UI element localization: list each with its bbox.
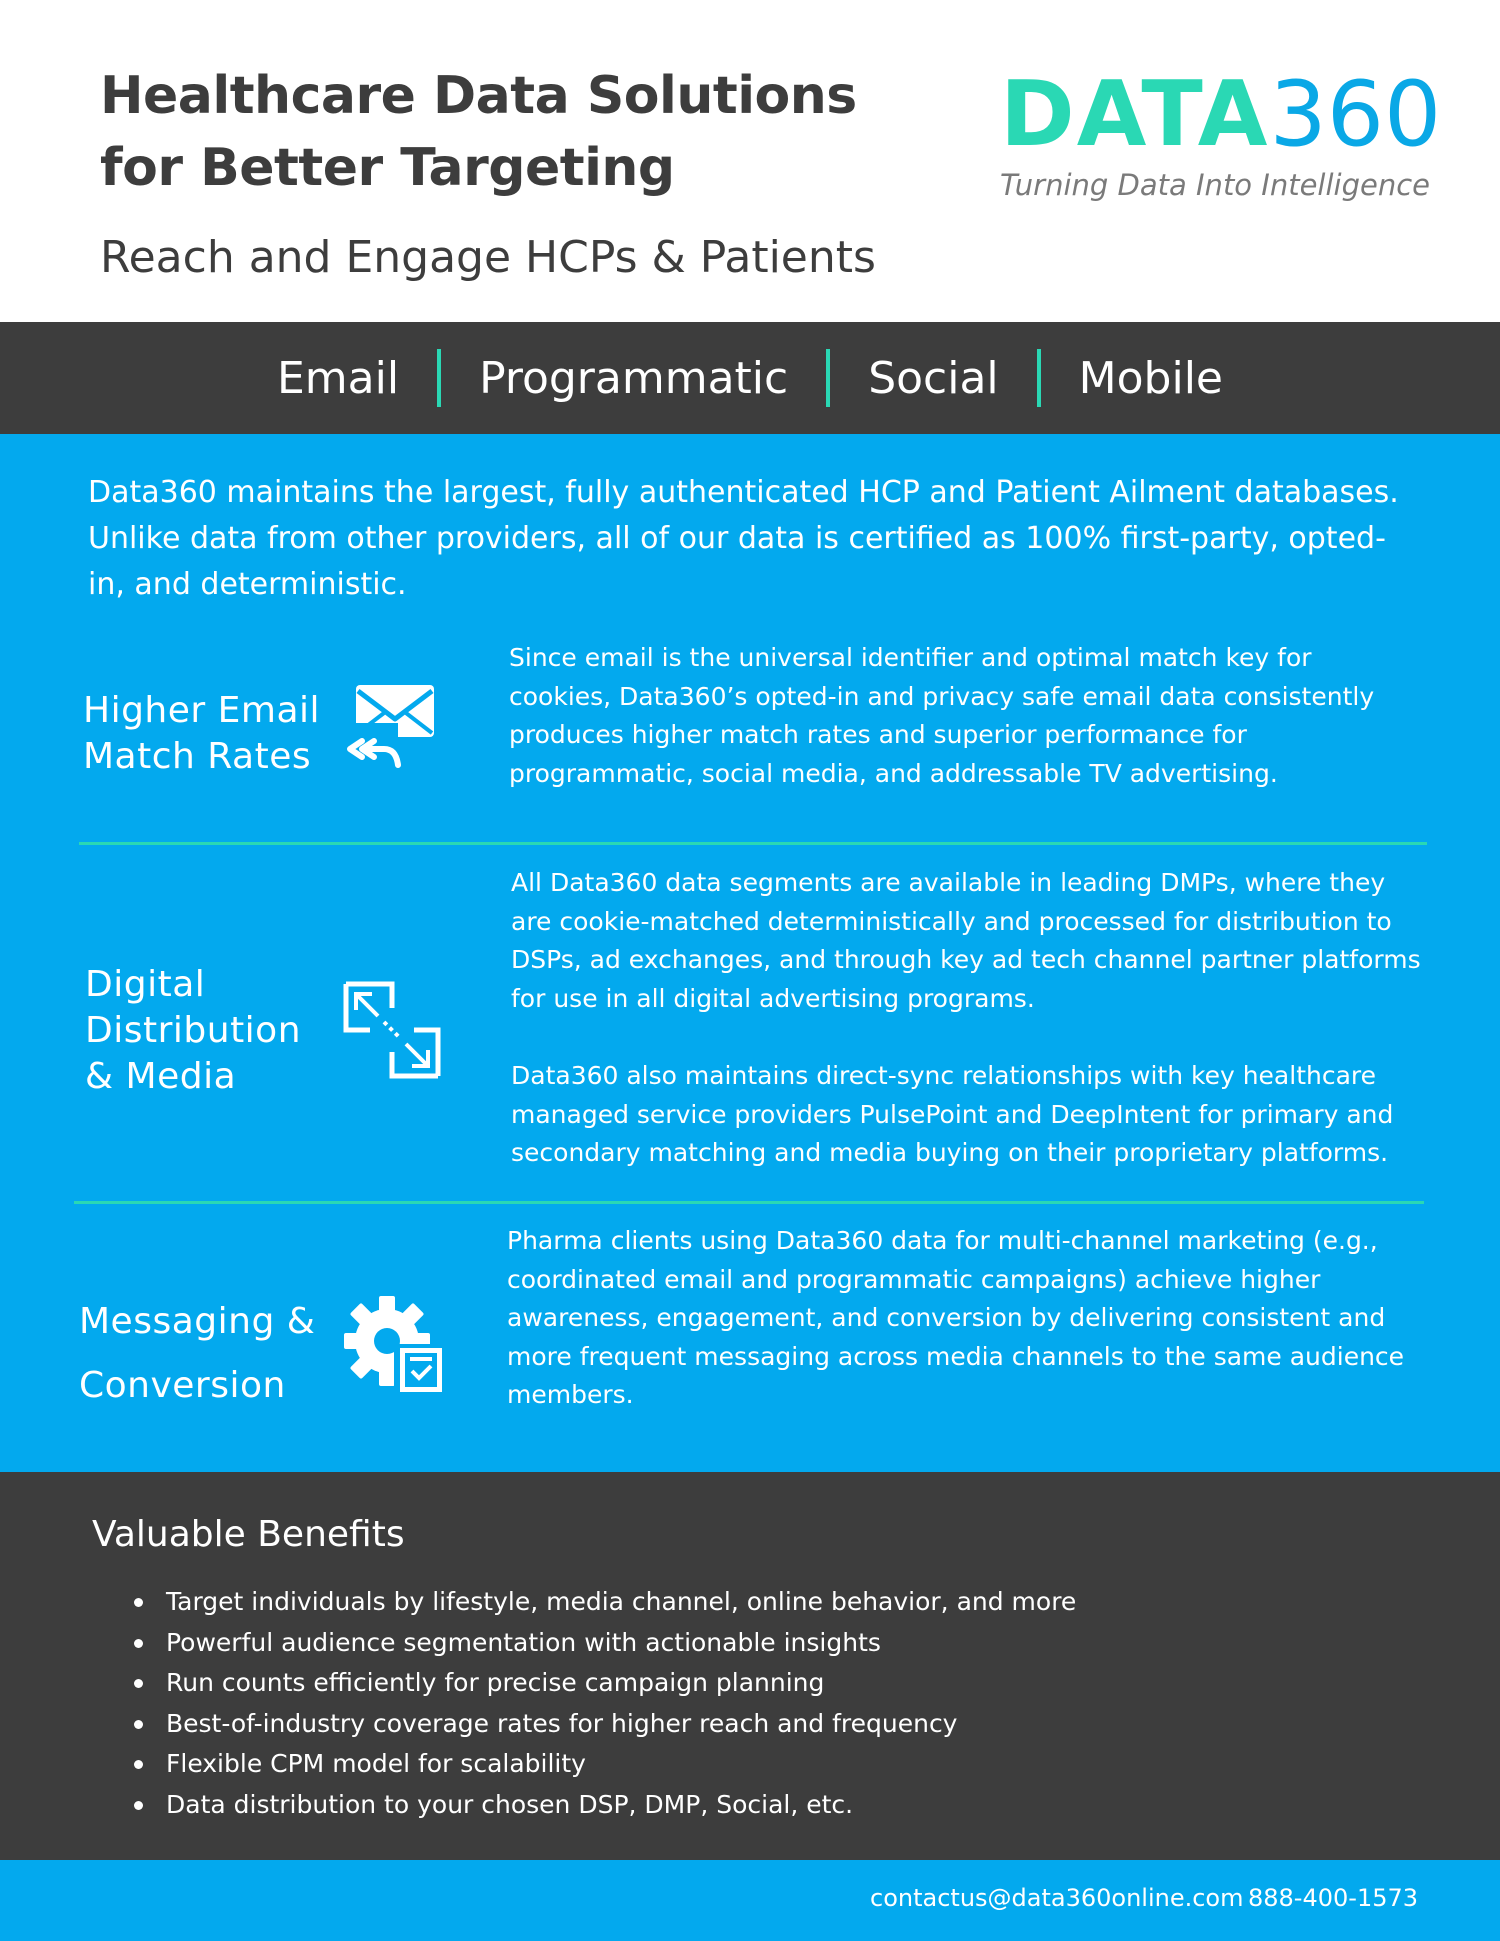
benefit-item: Flexible CPM model for scalability xyxy=(132,1744,1076,1785)
footer xyxy=(0,1860,1500,1941)
header xyxy=(0,0,1500,322)
logo-brand-word: DATA xyxy=(1000,62,1270,167)
feature-text-messaging: Pharma clients using Data360 data for multi-channel marketing (e.g., coordinated email and programmatic campaigns) achieve higher awareness, engagement, and conversion by delivering consistent and more frequent messaging across media channels to the same audience members. xyxy=(507,1226,1405,1409)
benefits-section xyxy=(0,1472,1500,1860)
feature-title-line: Distribution xyxy=(85,1010,302,1051)
channel-social: Social xyxy=(868,352,999,404)
envelope-reply-icon xyxy=(344,679,440,780)
contact-phone: 888-400-1573 xyxy=(1248,1884,1419,1912)
feature-title-line: Match Rates xyxy=(83,736,312,777)
channel-mobile: Mobile xyxy=(1078,352,1223,404)
feature-title-distribution xyxy=(85,962,301,1100)
contact-email-link[interactable]: contactus@data360online.com xyxy=(870,1884,1244,1912)
benefits-list xyxy=(132,1582,1076,1825)
feature-title-line: Higher Email xyxy=(83,690,321,731)
gear-checklist-icon xyxy=(344,1294,448,1403)
data360-logo xyxy=(1000,62,1450,202)
logo-wordmark xyxy=(1000,62,1450,167)
feature-text-distribution-2: Data360 also maintains direct-sync relationships with key healthcare managed service providers PulsePoint and DeepIntent for primary and secondary matching and media buying on their proprietary platforms. xyxy=(511,1061,1394,1167)
title-line-1: Healthcare Data Solutions xyxy=(100,66,857,126)
page-title xyxy=(100,60,857,204)
benefit-item: Run counts efficiently for precise campaign planning xyxy=(132,1663,1076,1704)
benefit-item: Target individuals by lifestyle, media channel, online behavior, and more xyxy=(132,1582,1076,1623)
logo-brand-number: 360 xyxy=(1269,62,1442,167)
intro-paragraph: Data360 maintains the largest, fully authenticated HCP and Patient Ailment databases. Unlike data from other providers, all of our data is certified as 100% first-party, opted-in, and deterministic. xyxy=(88,475,1399,602)
section-divider xyxy=(74,1201,1424,1204)
feature-text-email-match: Since email is the universal identifier and optimal match key for cookies, Data360’s opted-in and privacy safe email data consistently produces higher match rates and superior performance for programmatic, social media, and addressable TV advertising. xyxy=(509,643,1375,788)
benefits-title: Valuable Benefits xyxy=(92,1514,405,1555)
benefit-item: Data distribution to your chosen DSP, DMP, Social, etc. xyxy=(132,1785,1076,1826)
benefit-item: Powerful audience segmentation with actionable insights xyxy=(132,1623,1076,1664)
channel-bar xyxy=(0,322,1500,434)
title-line-2: for Better Targeting xyxy=(100,138,675,198)
feature-title-line: Messaging & xyxy=(79,1301,316,1342)
section-divider xyxy=(79,842,1427,845)
feature-title-messaging xyxy=(79,1290,315,1418)
logo-tagline: Turning Data Into Intelligence xyxy=(1000,168,1431,202)
channel-email: Email xyxy=(276,352,400,404)
main-section xyxy=(0,434,1500,1472)
distribution-arrows-icon xyxy=(342,980,442,1085)
feature-title-email-match xyxy=(83,688,320,780)
page-subtitle: Reach and Engage HCPs & Patients xyxy=(100,232,876,283)
feature-title-line: & Media xyxy=(85,1056,237,1097)
feature-title-line: Digital xyxy=(85,964,206,1005)
channel-programmatic: Programmatic xyxy=(479,352,789,404)
benefit-item: Best-of-industry coverage rates for higher reach and frequency xyxy=(132,1704,1076,1745)
feature-title-line: Conversion xyxy=(79,1365,286,1406)
feature-text-distribution-1: All Data360 data segments are available in leading DMPs, where they are cookie-matched deterministically and processed for distribution to DSPs, ad exchanges, and through key ad tech channel partner platforms for use in all digital advertising programs. xyxy=(511,868,1421,1013)
